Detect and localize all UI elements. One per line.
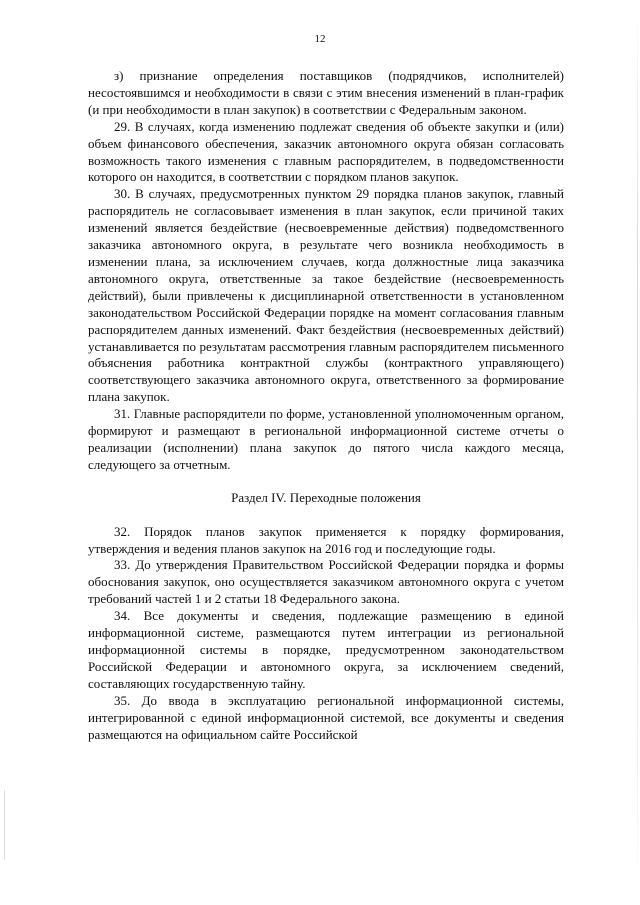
paragraph-30: 30. В случаях, предусмотренных пунктом 29 порядка планов закупок, главный распорядитель не согласовывает изменения в план закупок, если причиной таких изменений является бездействие (несвоевременные действия) подведомственного заказчика автономного округа, в результате чего возникла необходимость в изменении плана, за исключением случаев, когда должностные лица заказчика автономного округа, ответственные за такое бездействие (несвоевременность действий), были привлечены к дисциплинарной ответственности в установленном законодательством Российской Федерации порядке на момент согласования главным распорядителем данных изменений. Факт бездействия (несвоевременных действий) устанавливается по результатам рассмотрения главным распорядителем письменного объяснения работника контрактной службы (контрактного управляющего) соответствующего заказчика автономного округа, ответственного за формирование плана закупок.	[88, 186, 564, 405]
scan-edge-right	[637, 0, 638, 905]
paragraph-34: 34. Все документы и сведения, подлежащие размещению в единой информационной системе, размещаются путем интеграции из региональной информационной системы в порядке, предусмотренном законодательством Российской Федерации и автономного округа, за исключением сведений, составляющих государственную тайну.	[88, 608, 564, 691]
section-title: Раздел IV. Переходные положения	[231, 489, 421, 505]
scan-edge-left	[4, 790, 5, 860]
paragraph-29: 29. В случаях, когда изменению подлежат сведения об объекте закупки и (или) объем финансового обеспечения, заказчик автономного округа обязан согласовать возможность такого изменения с главным распорядителем, в подведомственности которого он находится, в соответствии с порядком планов закупок.	[88, 118, 564, 185]
document-body	[88, 68, 564, 743]
paragraph-33: 33. До утверждения Правительством Российской Федерации порядка и формы обоснования закупок, оно осуществляется заказчиком автономного округа с учетом требований частей 1 и 2 статьи 18 Федерального закона.	[88, 557, 564, 607]
paragraph-item-z: з) признание определения поставщиков (подрядчиков, исполнителей) несостоявшимся и необходимости в связи с этим внесения изменений в план-график (и при необходимости в план закупок) в соответствии с Федеральным законом.	[88, 68, 564, 117]
page-number: 12	[314, 33, 326, 45]
paragraph-31: 31. Главные распорядители по форме, установленной уполномоченным органом, формируют и размещают в региональной информационной системе отчеты о реализации (исполнении) плана закупок до пятого числа каждого месяца, следующего за отчетным.	[88, 406, 564, 472]
paragraph-35: 35. До ввода в эксплуатацию региональной информационной системы, интегрированной с единой информационной системой, все документы и сведения размещаются на официальном сайте Российской	[88, 692, 564, 742]
paragraph-32: 32. Порядок планов закупок применяется к порядку формирования, утверждения и ведения планов закупок на 2016 год и последующие годы.	[88, 523, 564, 556]
